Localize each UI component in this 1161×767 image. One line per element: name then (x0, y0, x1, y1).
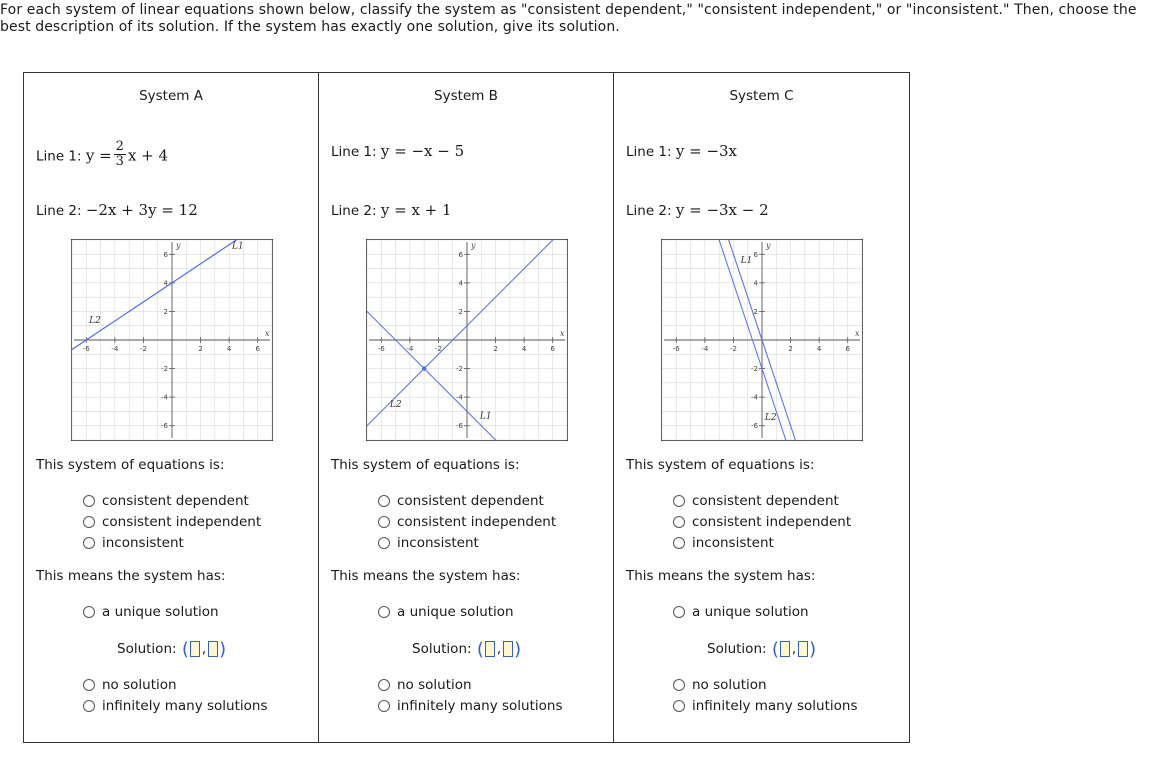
option-inconsistent[interactable] (378, 533, 479, 553)
y-tick-label: -4 (161, 393, 168, 402)
option-label: consistent dependent (692, 493, 839, 509)
radio-button[interactable] (83, 516, 95, 528)
option-consistent-independent[interactable] (378, 512, 556, 532)
system-title: System C (729, 88, 794, 104)
option-label: infinitely many solutions (102, 698, 268, 714)
x-axis-label: x (560, 329, 565, 338)
solution-question: This means the system has: (331, 568, 521, 584)
option-label: consistent independent (692, 514, 852, 530)
system-c-panel (614, 73, 909, 742)
line1-eq-right: x + 4 (127, 146, 169, 165)
option-no-solution[interactable] (83, 675, 177, 695)
option-consistent-independent[interactable] (673, 512, 851, 532)
option-no-solution[interactable] (378, 675, 472, 695)
x-tick-label: -2 (729, 345, 737, 353)
line1-equation (331, 142, 464, 160)
option-consistent-dependent[interactable] (83, 491, 249, 511)
solution-entry (412, 638, 522, 660)
line1-eq-left: y = (85, 146, 112, 165)
y-tick-label: 4 (458, 279, 463, 288)
solution-question: This means the system has: (626, 568, 816, 584)
system-a-panel (24, 73, 319, 742)
system-title: System B (434, 88, 498, 104)
radio-button[interactable] (673, 679, 685, 691)
x-tick-label: -4 (701, 345, 709, 353)
radio-button[interactable] (378, 606, 390, 618)
line1-equation (36, 139, 169, 171)
solution-entry (707, 638, 817, 660)
radio-button[interactable] (673, 495, 685, 507)
y-tick-label: 4 (163, 279, 168, 288)
x-axis-label: x (265, 329, 270, 338)
x-tick-label: -4 (406, 345, 414, 353)
open-paren: ( (771, 638, 779, 660)
radio-button[interactable] (673, 516, 685, 528)
open-paren: ( (476, 638, 484, 660)
radio-button[interactable] (83, 679, 95, 691)
line1-fraction (114, 140, 126, 169)
y-axis-label: y (766, 241, 771, 250)
line-label-l2: L2 (389, 400, 402, 411)
y-tick-label: -6 (751, 422, 758, 431)
line2-eq: y = −3x − 2 (675, 201, 769, 219)
y-tick-label: 6 (458, 250, 463, 259)
classify-question: This system of equations is: (626, 457, 815, 473)
option-label: a unique solution (102, 604, 219, 620)
solution-y-input[interactable] (503, 641, 513, 657)
radio-button[interactable] (673, 606, 685, 618)
y-axis-label: y (471, 241, 476, 250)
line1-label: Line 1: (331, 144, 377, 160)
option-infinitely-many[interactable] (673, 696, 858, 716)
x-tick-label: 2 (788, 345, 793, 353)
comma: , (201, 641, 207, 657)
line-label-l2: L2 (89, 315, 101, 326)
line2-label: Line 2: (36, 203, 82, 219)
intersection-point (422, 366, 426, 370)
x-tick-label: 6 (845, 345, 850, 353)
y-tick-label: 2 (753, 307, 758, 316)
fraction-denominator: 3 (115, 154, 124, 169)
close-paren: ) (514, 638, 522, 660)
x-tick-label: -2 (434, 345, 442, 353)
option-label: consistent dependent (102, 493, 249, 509)
close-paren: ) (219, 638, 227, 660)
radio-button[interactable] (673, 700, 685, 712)
line1-label: Line 1: (626, 144, 672, 160)
y-tick-label: -2 (751, 365, 758, 374)
option-consistent-dependent[interactable] (378, 491, 544, 511)
fraction-numerator: 2 (115, 139, 124, 154)
option-label: infinitely many solutions (692, 698, 858, 714)
systems-table (23, 72, 910, 743)
y-tick-label: 4 (753, 279, 758, 288)
option-infinitely-many[interactable] (378, 696, 563, 716)
option-label: consistent independent (397, 514, 557, 530)
y-tick-label: 6 (753, 250, 758, 259)
y-tick-label: 2 (163, 307, 168, 316)
y-tick-label: -6 (456, 422, 463, 431)
system-b-graph (366, 239, 568, 441)
option-label: consistent dependent (397, 493, 544, 509)
solution-label: Solution: (707, 641, 767, 657)
option-label: no solution (692, 677, 767, 693)
option-inconsistent[interactable] (83, 533, 184, 553)
y-tick-label: 6 (163, 250, 168, 259)
line1-equation (626, 142, 737, 160)
option-consistent-independent[interactable] (83, 512, 261, 532)
x-tick-label: 4 (816, 345, 822, 353)
radio-button[interactable] (83, 537, 95, 549)
line-label-l1: L1 (232, 241, 244, 252)
option-label: no solution (397, 677, 472, 693)
y-tick-label: -4 (751, 393, 758, 402)
line1-eq: y = −x − 5 (380, 142, 465, 160)
radio-button[interactable] (673, 537, 685, 549)
option-unique-solution[interactable] (673, 602, 809, 622)
x-tick-label: -2 (139, 345, 147, 353)
y-axis-label: y (176, 241, 181, 250)
radio-button[interactable] (378, 516, 390, 528)
radio-button[interactable] (378, 679, 390, 691)
option-no-solution[interactable] (673, 675, 767, 695)
solution-question: This means the system has: (36, 568, 226, 584)
x-tick-label: -4 (111, 345, 119, 353)
line2-eq: −2x + 3y = 12 (85, 201, 198, 219)
x-tick-label: 4 (521, 345, 527, 353)
line2-eq: y = x + 1 (380, 201, 452, 219)
option-unique-solution[interactable] (378, 602, 514, 622)
comma: , (496, 641, 502, 657)
option-infinitely-many[interactable] (83, 696, 268, 716)
instructions-text: For each system of linear equations shown below, classify the system as "consistent dependent," "consistent independent," or "inconsistent." Then, choose the best description of its solution. If the system has exactly one solution, give its solution. (0, 2, 1137, 35)
line1-label: Line 1: (36, 148, 82, 165)
close-paren: ) (809, 638, 817, 660)
comma: , (791, 641, 797, 657)
y-tick-label: 2 (458, 307, 463, 316)
option-inconsistent[interactable] (673, 533, 774, 553)
option-consistent-dependent[interactable] (673, 491, 839, 511)
option-label: a unique solution (692, 604, 809, 620)
x-tick-label: 2 (198, 345, 203, 353)
x-tick-label: -6 (82, 345, 90, 353)
line2-label: Line 2: (331, 203, 377, 219)
radio-button[interactable] (378, 700, 390, 712)
option-label: a unique solution (397, 604, 514, 620)
system-a-graph (71, 239, 273, 441)
classify-question: This system of equations is: (36, 457, 225, 473)
x-axis-label: x (855, 329, 860, 338)
solution-label: Solution: (117, 641, 177, 657)
option-label: infinitely many solutions (397, 698, 563, 714)
radio-button[interactable] (378, 537, 390, 549)
radio-button[interactable] (83, 700, 95, 712)
open-paren: ( (181, 638, 189, 660)
y-tick-label: -2 (161, 365, 168, 374)
line-label-l2: L2 (764, 413, 777, 423)
solution-label: Solution: (412, 641, 472, 657)
x-tick-label: -6 (377, 345, 385, 353)
line2-label: Line 2: (626, 203, 672, 219)
solution-entry (117, 638, 227, 660)
solution-x-input[interactable] (190, 641, 200, 657)
solution-y-input[interactable] (208, 641, 218, 657)
line2-equation (36, 201, 198, 219)
option-label: inconsistent (397, 535, 479, 551)
solution-x-input[interactable] (485, 641, 495, 657)
x-tick-label: 2 (493, 345, 498, 353)
x-tick-label: 4 (226, 345, 232, 353)
radio-button[interactable] (378, 495, 390, 507)
system-b-panel (319, 73, 614, 742)
line1-eq: y = −3x (675, 142, 738, 160)
y-tick-label: -6 (161, 422, 168, 431)
radio-button[interactable] (83, 606, 95, 618)
y-tick-label: -2 (456, 365, 463, 374)
x-tick-label: -6 (672, 345, 680, 353)
line-label-l1: L1 (740, 255, 753, 266)
x-tick-label: 6 (550, 345, 555, 353)
option-label: inconsistent (102, 535, 184, 551)
system-title: System A (139, 88, 203, 104)
line2-equation (331, 201, 452, 219)
solution-x-input[interactable] (780, 641, 790, 657)
x-tick-label: 6 (255, 345, 260, 353)
option-label: consistent independent (102, 514, 262, 530)
option-label: no solution (102, 677, 177, 693)
solution-y-input[interactable] (798, 641, 808, 657)
line2-equation (626, 201, 769, 219)
system-c-graph (661, 239, 863, 441)
line-label-l1: L1 (479, 411, 492, 422)
option-label: inconsistent (692, 535, 774, 551)
y-tick-label: -4 (456, 393, 463, 402)
option-unique-solution[interactable] (83, 602, 219, 622)
classify-question: This system of equations is: (331, 457, 520, 473)
radio-button[interactable] (83, 495, 95, 507)
